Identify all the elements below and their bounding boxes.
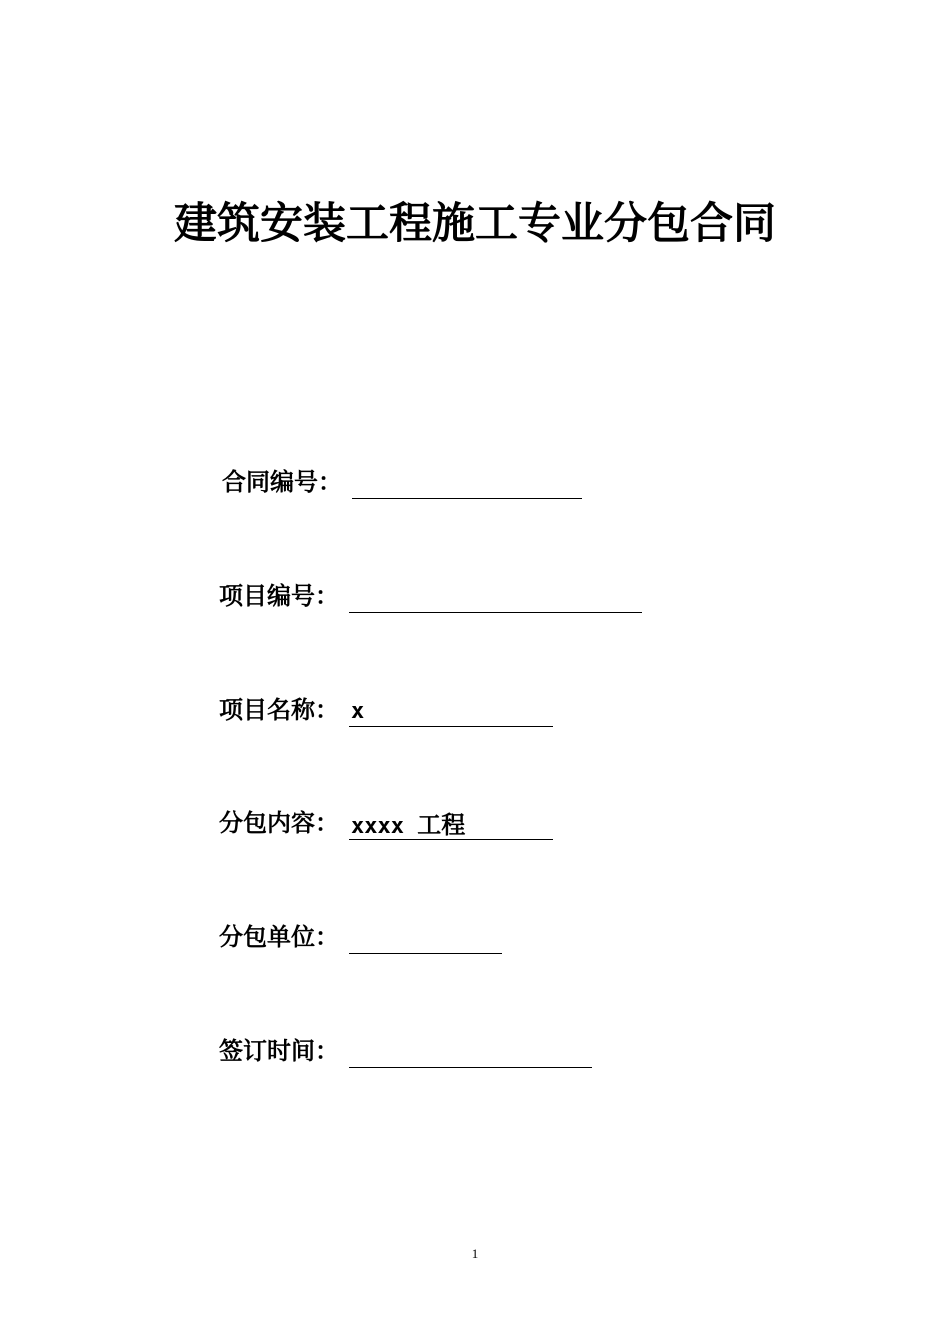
subcontract-content-value bbox=[349, 810, 553, 840]
project-number-label: 项目编号： bbox=[219, 581, 339, 610]
signing-date-label: 签订时间： bbox=[219, 1036, 339, 1065]
subcontractor-value bbox=[349, 924, 502, 954]
document-title: 建筑安装工程施工专业分包合同 bbox=[174, 199, 776, 249]
signing-date-value bbox=[349, 1038, 592, 1068]
project-name-label: 项目名称： bbox=[219, 695, 339, 724]
project-name-field bbox=[219, 693, 553, 727]
subcontract-content-suffix: 工程 bbox=[417, 810, 466, 839]
project-number-value bbox=[349, 583, 642, 613]
page-number: 1 bbox=[471, 1246, 479, 1261]
contract-number-field bbox=[222, 465, 582, 499]
subcontractor-label: 分包单位： bbox=[219, 922, 339, 951]
subcontract-content-label: 分包内容： bbox=[219, 808, 339, 837]
project-number-field bbox=[219, 579, 642, 613]
subcontract-content-code: xxxx bbox=[351, 814, 404, 839]
signing-date-field bbox=[219, 1034, 592, 1068]
contract-number-value bbox=[352, 469, 582, 499]
subcontract-content-field bbox=[219, 806, 553, 840]
project-name-value: x bbox=[349, 697, 553, 727]
subcontractor-field bbox=[219, 920, 502, 954]
contract-number-label: 合同编号： bbox=[222, 467, 342, 496]
